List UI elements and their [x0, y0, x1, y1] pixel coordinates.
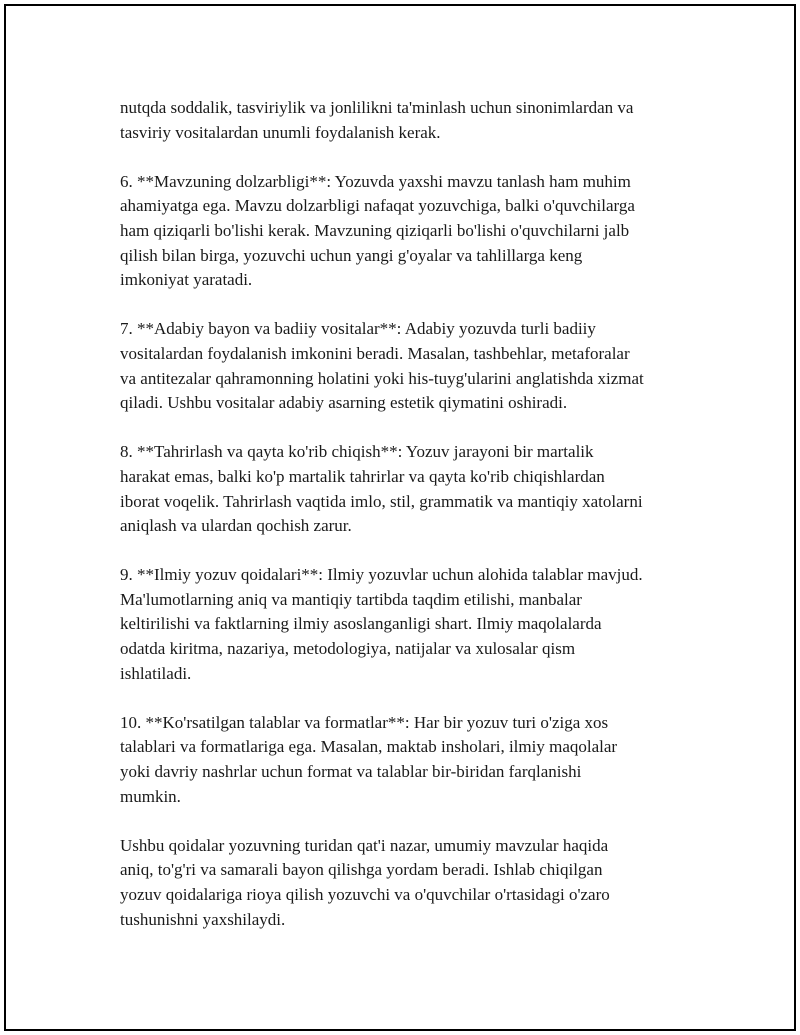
paragraph-item-6: 6. **Mavzuning dolzarbligi**: Yozuvda yaxshi mavzu tanlash ham muhim ahamiyatga ega. Mavzu dolzarbligi nafaqat yozuvchiga, balki o'quvchilarga ham qiziqarli bo'lishi kerak. Mavzuning qiziqarli bo'lishi o'quvchilarni jalb qilish bilan birga, yozuvchi uchun yangi g'oyalar va tahlillarga keng imkoniyat yaratadi. [120, 171, 635, 290]
paragraph-item-9: 9. **Ilmiy yozuv qoidalari**: Ilmiy yozuvlar uchun alohida talablar mavjud. Ma'lumotlarning aniq va mantiqiy tartibda taqdim etilishi, manbalar keltirilishi va faktlarning ilmiy asoslanganligi shart. Ilmiy maqolalarda odatda kiritma, nazariya, metodologiya, natijalar va xulosalar qism ishlatiladi. [120, 565, 643, 683]
document-body [120, 96, 700, 957]
paragraph-item-10: 10. **Ko'rsatilgan talablar va formatlar**: Har bir yozuv turi o'ziga xos talablari va formatlariga ega. Masalan, maktab insholari, ilmiy maqolalar yoki davriy nashrlar uchun format va talablar bir-biridan farqlanishi mumkin. [120, 712, 618, 806]
paragraph-item-7: 7. **Adabiy bayon va badiiy vositalar**: Adabiy yozuvda turli badiiy vositalardan foydalanish imkonini beradi. Masalan, tashbehlar, metaforalar va antitezalar qahramonning holatini yoki his-tuyg'ularini anglatishda xizmat qiladi. Ushbu vositalar adabiy asarning estetik qiymatini oshiradi. [120, 319, 644, 413]
paragraph-intro-continuation: nutqda soddalik, tasviriylik va jonlilikni ta'minlash uchun sinonimlardan va tasviriy vositalardan unumli foydalanish kerak. [120, 98, 634, 142]
paragraph-conclusion: Ushbu qoidalar yozuvning turidan qat'i nazar, umumiy mavzular haqida aniq, to'g'ri va samarali bayon qilishga yordam beradi. Ishlab chiqilgan yozuv qoidalariga rioya qilish yozuvchi va o'quvchilar o'rtasidagi o'zaro tushunishni yaxshilaydi. [120, 835, 610, 929]
paragraph-item-8: 8. **Tahrirlash va qayta ko'rib chiqish**: Yozuv jarayoni bir martalik harakat emas, balki ko'p martalik tahrirlar va qayta ko'rib chiqishlardan iborat voqelik. Tahrirlash vaqtida imlo, stil, grammatik va mantiqiy xatolarni aniqlash va ulardan qochish zarur. [120, 442, 643, 536]
page-frame [4, 4, 796, 1031]
